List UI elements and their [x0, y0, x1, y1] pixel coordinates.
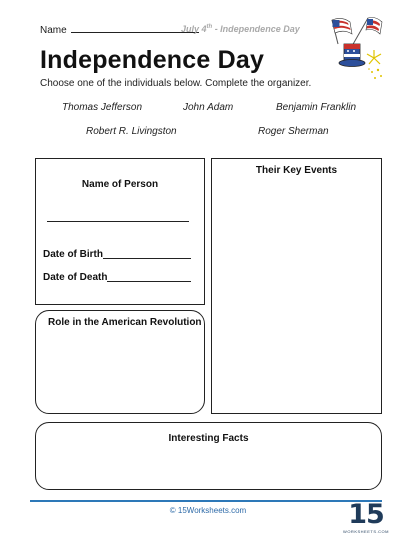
name-label: Name	[40, 25, 67, 36]
role-box[interactable]	[35, 310, 205, 414]
tag-prefix: July 4	[181, 24, 207, 34]
individual-option: Benjamin Franklin	[276, 102, 357, 113]
logo-number: 15	[348, 499, 384, 530]
worksheet-tag	[181, 24, 300, 34]
footer-link[interactable]: © 15Worksheets.com	[169, 506, 247, 515]
page-title: Independence Day	[40, 46, 265, 74]
individual-option: Roger Sherman	[258, 126, 329, 137]
date-of-death-label: Date of Death	[43, 272, 108, 283]
individual-option: Thomas Jefferson	[62, 102, 143, 113]
footer-divider	[30, 500, 382, 502]
date-of-birth-line[interactable]	[103, 258, 191, 259]
logo-text: WORKSHEETS.COM	[343, 529, 389, 534]
name-of-person-box	[35, 158, 205, 305]
role-heading: Role in the American Revolution	[48, 317, 202, 328]
date-of-birth-label: Date of Birth	[43, 249, 103, 260]
flag-hat-fireworks-icon	[328, 14, 384, 86]
name-line	[71, 24, 199, 33]
interesting-facts-box[interactable]	[35, 422, 382, 490]
individual-option: Robert R. Livingston	[86, 126, 177, 137]
individual-option: John Adam	[183, 102, 234, 113]
key-events-box[interactable]	[211, 158, 382, 414]
worksheets-logo	[340, 500, 392, 534]
interesting-facts-heading: Interesting Facts	[168, 433, 249, 444]
key-events-heading: Their Key Events	[255, 165, 338, 176]
person-name-line[interactable]	[47, 221, 189, 222]
tag-suffix: - Independence Day	[212, 24, 300, 34]
name-of-person-heading: Name of Person	[81, 179, 159, 190]
tag-sup: th	[206, 24, 213, 30]
date-of-death-line[interactable]	[107, 281, 191, 282]
instructions: Choose one of the individuals below. Complete the organizer.	[40, 78, 312, 89]
name-field	[40, 24, 199, 36]
